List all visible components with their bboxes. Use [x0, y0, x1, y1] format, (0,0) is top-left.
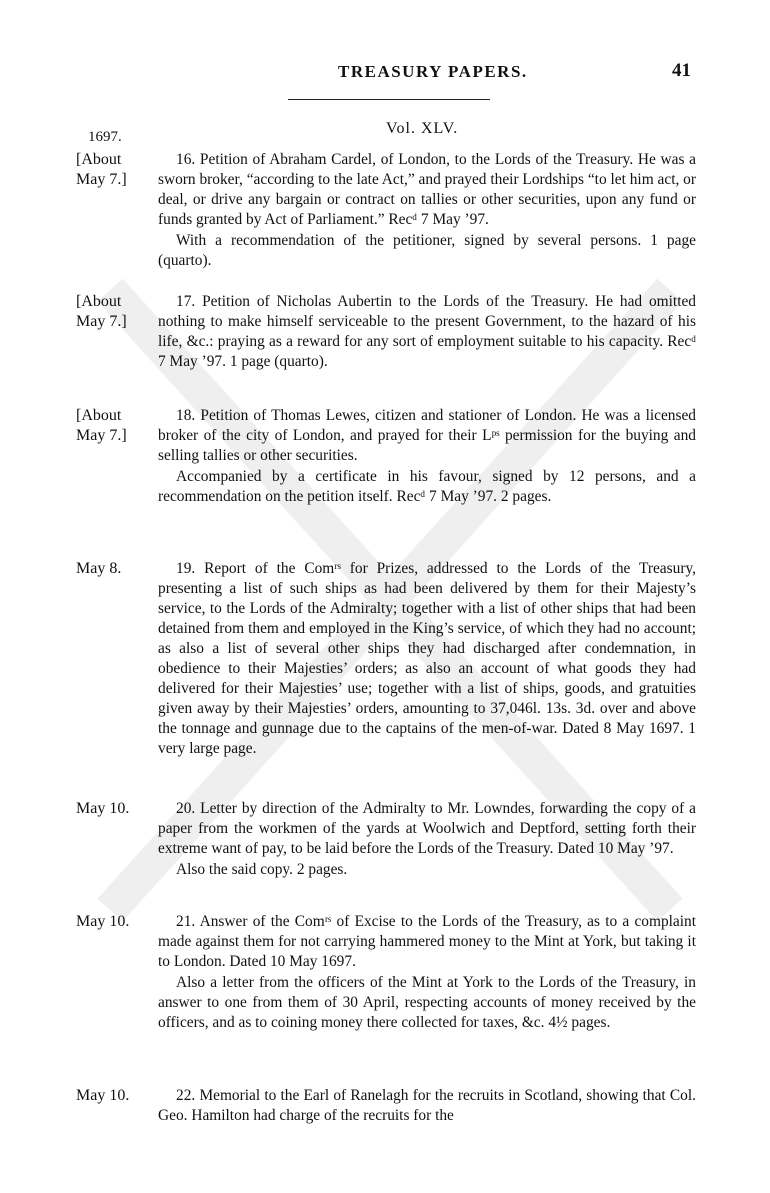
- entry-text: [158, 1086, 696, 1126]
- page-number: 41: [672, 60, 691, 81]
- entry-date: May 10.: [76, 1087, 130, 1104]
- entry-text: [158, 559, 696, 759]
- entry-date: May 10.: [76, 800, 130, 817]
- entry-text: [158, 912, 696, 1033]
- running-head: [0, 62, 770, 92]
- running-title: TREASURY PAPERS.: [338, 62, 528, 81]
- entry-paragraph: 22. Memorial to the Earl of Ranelagh for the recruits in Scotland, showing that Col. Geo. Hamilton had charge of the recruits for the: [158, 1087, 696, 1124]
- entry-paragraph: Accompanied by a certificate in his favour, signed by 12 persons, and a recommendation on the petition itself. Recᵈ 7 May ’97. 2 pages.: [158, 468, 696, 505]
- entry-date: [About May 7.]: [76, 151, 127, 188]
- entry-paragraph: 21. Answer of the Comʳˢ of Excise to the Lords of the Treasury, as to a complaint made against them for not carrying hammered money to the Mint at York, but taking it to London. Dated 10 May 1697.: [158, 913, 696, 970]
- entry-date: May 8.: [76, 560, 122, 577]
- entry-date: May 10.: [76, 913, 130, 930]
- header-rule: [288, 99, 490, 100]
- entry-paragraph: 16. Petition of Abraham Cardel, of London, to the Lords of the Treasury. He was a sworn broker, “according to the late Act,” and prayed their Lordships “to let him act, or deal, or drive any bargain or contract on tallies or other securities, upon any fund or funds granted by Act of Parliament.” Recᵈ 7 May ’97.: [158, 151, 696, 228]
- entry-date: [About May 7.]: [76, 407, 127, 444]
- volume-heading: Vol. XLV.: [386, 120, 459, 137]
- entry-text: [158, 406, 696, 507]
- entry-paragraph: 17. Petition of Nicholas Aubertin to the Lords of the Treasury. He had omitted nothing to make himself serviceable to the present Government, to the hazard of his life, &c.: praying as a reward for any sort of employment suitable to his capacity. Recᵈ 7 May ’97. 1 page (quarto).: [158, 293, 696, 370]
- entry-text: [158, 292, 696, 372]
- year-label: 1697.: [88, 129, 122, 145]
- entry-paragraph: 18. Petition of Thomas Lewes, citizen and stationer of London. He was a licensed broker of the city of London, and prayed for their Lᵖˢ permission for the buying and selling tallies or other securities.: [158, 407, 696, 464]
- entry-paragraph: Also the said copy. 2 pages.: [176, 861, 348, 878]
- entry-paragraph: With a recommendation of the petitioner, signed by several persons. 1 page (quarto).: [158, 232, 696, 269]
- entry-paragraph: 20. Letter by direction of the Admiralty to Mr. Lowndes, forwarding the copy of a paper from the workmen of the yards at Woolwich and Deptford, setting forth their extreme want of pay, to be laid before the Lords of the Treasury. Dated 10 May ’97.: [158, 800, 696, 857]
- entry-paragraph: 19. Report of the Comʳˢ for Prizes, addressed to the Lords of the Treasury, presenting a list of such ships as had been delivered by them for their Majesty’s service, to the Lords of the Admiralty; together with a list of other ships that had been detained from them and employed in the King’s service, of which they had no account; as also a list of several other ships they had discharged after condemnation, in obedience to their Majesties’ orders; as also an account of what goods they had delivered for their Majesties’ use; together with a list of ships, goods, and gratuities given away by their Majesties’ orders, amounting to 37,046l. 13s. 3d. over and above the tonnage and gunnage due to the captains of the men-of-war. Dated 8 May 1697. 1 very large page.: [158, 560, 696, 757]
- entry-text: [158, 799, 696, 880]
- entry-text: [158, 150, 696, 271]
- entry-paragraph: Also a letter from the officers of the Mint at York to the Lords of the Treasury, in answer to one from them of 30 April, respecting accounts of money received by the officers, and as to coining money there collected for taxes, &c. 4½ pages.: [158, 974, 696, 1031]
- entry-date: [About May 7.]: [76, 293, 127, 330]
